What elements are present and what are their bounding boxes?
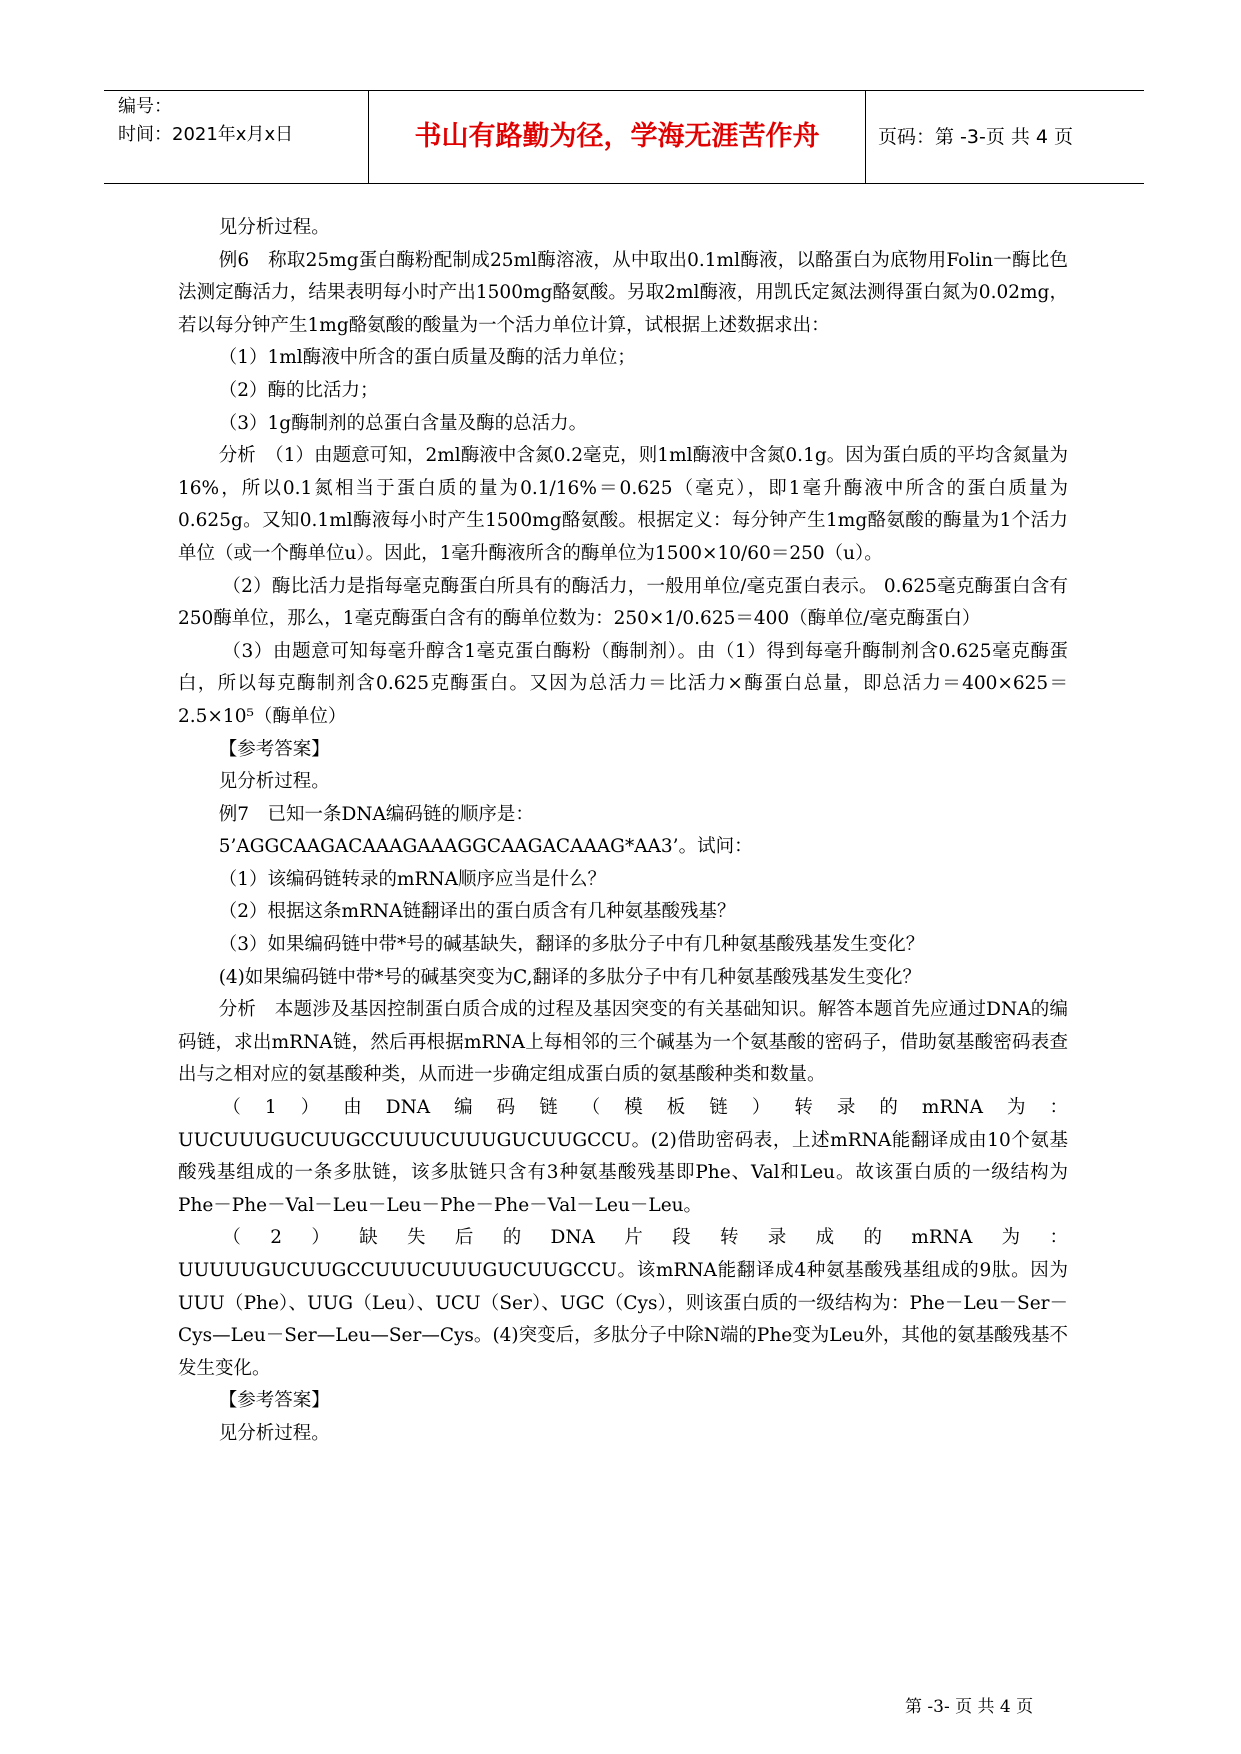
paragraph: （2）酶比活力是指每毫克酶蛋白所具有的酶活力，一般用单位/毫克蛋白表示。 0.625毫克酶蛋白含有250酶单位，那么，1毫克酶蛋白含有的酶单位数为：250×1/0.625＝400（酶单位/毫克酶蛋白）: [178, 575, 1068, 630]
paragraph: 分析 本题涉及基因控制蛋白质合成的过程及基因突变的有关基础知识。解答本题首先应通过DNA的编码链，求出mRNA链，然后再根据mRNA上每相邻的三个碱基为一个氨基酸的密码子，借助氨基酸密码表查出与之相对应的氨基酸种类，从而进一步确定组成蛋白质的氨基酸种类和数量。: [178, 999, 1068, 1086]
paragraph: （1）由DNA编码链（模板链）转录的mRNA为：: [222, 1097, 1068, 1119]
paragraph: （3）由题意可知每毫升醇含1毫克蛋白酶粉（酶制剂）。由（1）得到每毫升酶制剂含0.625毫克酶蛋白，所以每克酶制剂含0.625克酶蛋白。又因为总活力＝比活力×酶蛋白总量，即总活力＝400×625＝2.5×10⁵（酶单位）: [178, 640, 1068, 727]
document-number-label: 编号：: [118, 96, 172, 117]
paragraph: （2）缺失后的DNA片段转录成的mRNA为：: [222, 1227, 1068, 1249]
paragraph: (4)如果编码链中带*号的碱基突变为C,翻译的多肽分子中有几种氨基酸残基发生变化？: [218, 966, 922, 988]
header-page-cell: [866, 91, 1144, 183]
paragraph: 【参考答案】: [218, 1390, 330, 1412]
page-footer: 第 -3- 页 共 4 页: [905, 1697, 1034, 1717]
paragraph: （1）1ml酶液中所含的蛋白质量及酶的活力单位；: [218, 347, 636, 369]
paragraph: 见分析过程。: [218, 217, 330, 238]
paragraph: UUCUUUGUCUUGCCUUUCUUUGUCUUGCCU。(2)借助密码表，上述mRNA能翻译成由10个氨基酸残基组成的一条多肽链，该多肽链只含有3种氨基酸残基即Phe、Val和Leu。故该蛋白质的一级结构为 Phe－Phe－Val－Leu－Leu－Phe－Phe－Val－Leu－Leu。: [178, 1129, 1068, 1216]
paragraph: 5’AGGCAAGACAAAGAAAGGCAAGACAAAG*AA3’。试问：: [218, 836, 753, 858]
paragraph: （1）该编码链转录的mRNA顺序应当是什么？: [218, 868, 606, 890]
paragraph: （3）1g酶制剂的总蛋白含量及酶的总活力。: [218, 412, 588, 434]
paragraph: 例6 称取25mg蛋白酶粉配制成25ml酶溶液，从中取出0.1ml酶液，以酪蛋白为底物用Folin一酶比色法测定酶活力，结果表明每小时产出1500mg酪氨酸。另取2ml酶液，用凯氏定氮法测得蛋白氮为0.02mg，若以每分钟产生1mg酪氨酸的酸量为一个活力单位计算，试根据上述数据求出：: [178, 249, 1068, 336]
paragraph: （3）如果编码链中带*号的碱基缺失，翻译的多肽分子中有几种氨基酸残基发生变化？: [218, 934, 925, 956]
header-page-number: 页码：第 -3-页 共 4 页: [878, 126, 1074, 148]
header-motto: 书山有路勤为径，学海无涯苦作舟: [414, 121, 820, 152]
document-body: [178, 212, 1068, 1451]
paragraph: 例7 已知一条DNA编码链的顺序是：: [218, 803, 534, 825]
paragraph: 见分析过程。: [218, 771, 330, 793]
header-motto-cell: [369, 91, 866, 183]
paragraph: UUUUUGUCUUGCCUUUCUUUGUCUUGCCU。该mRNA能翻译成4种氨基酸残基组成的9肽。因为UUU（Phe）、UUG（Leu）、UCU（Ser）、UGC（Cys），则该蛋白质的一级结构为：Phe－Leu－Ser－Cys—Leu－Ser—Leu—Ser—Cys。(4)突变后，多肽分子中除N端的Phe变为Leu外，其他的氨基酸残基不发生变化。: [178, 1260, 1068, 1379]
paragraph: 【参考答案】: [218, 738, 330, 760]
page-header: [104, 90, 1144, 184]
paragraph: （2）酶的比活力；: [218, 379, 379, 401]
paragraph: （2）根据这条mRNA链翻译出的蛋白质含有几种氨基酸残基？: [218, 901, 736, 923]
header-meta: [104, 91, 369, 183]
document-time-label: 时间：2021年x月x日: [118, 124, 294, 145]
paragraph: 分析 （1）由题意可知，2ml酶液中含氮0.2毫克，则1ml酶液中含氮0.1g。因为蛋白质的平均含氮量为16%，所以0.1氮相当于蛋白质的量为0.1/16%＝0.625（毫克），即1毫升酶液中所含的蛋白质量为0.625g。又知0.1ml酶液每小时产生1500mg酪氨酸。根据定义：每分钟产生1mg酪氨酸的酶量为1个活力单位（或一个酶单位u）。因此，1毫升酶液所含的酶单位为1500×10/60＝250（u）。: [178, 445, 1068, 564]
paragraph: 见分析过程。: [218, 1422, 330, 1444]
